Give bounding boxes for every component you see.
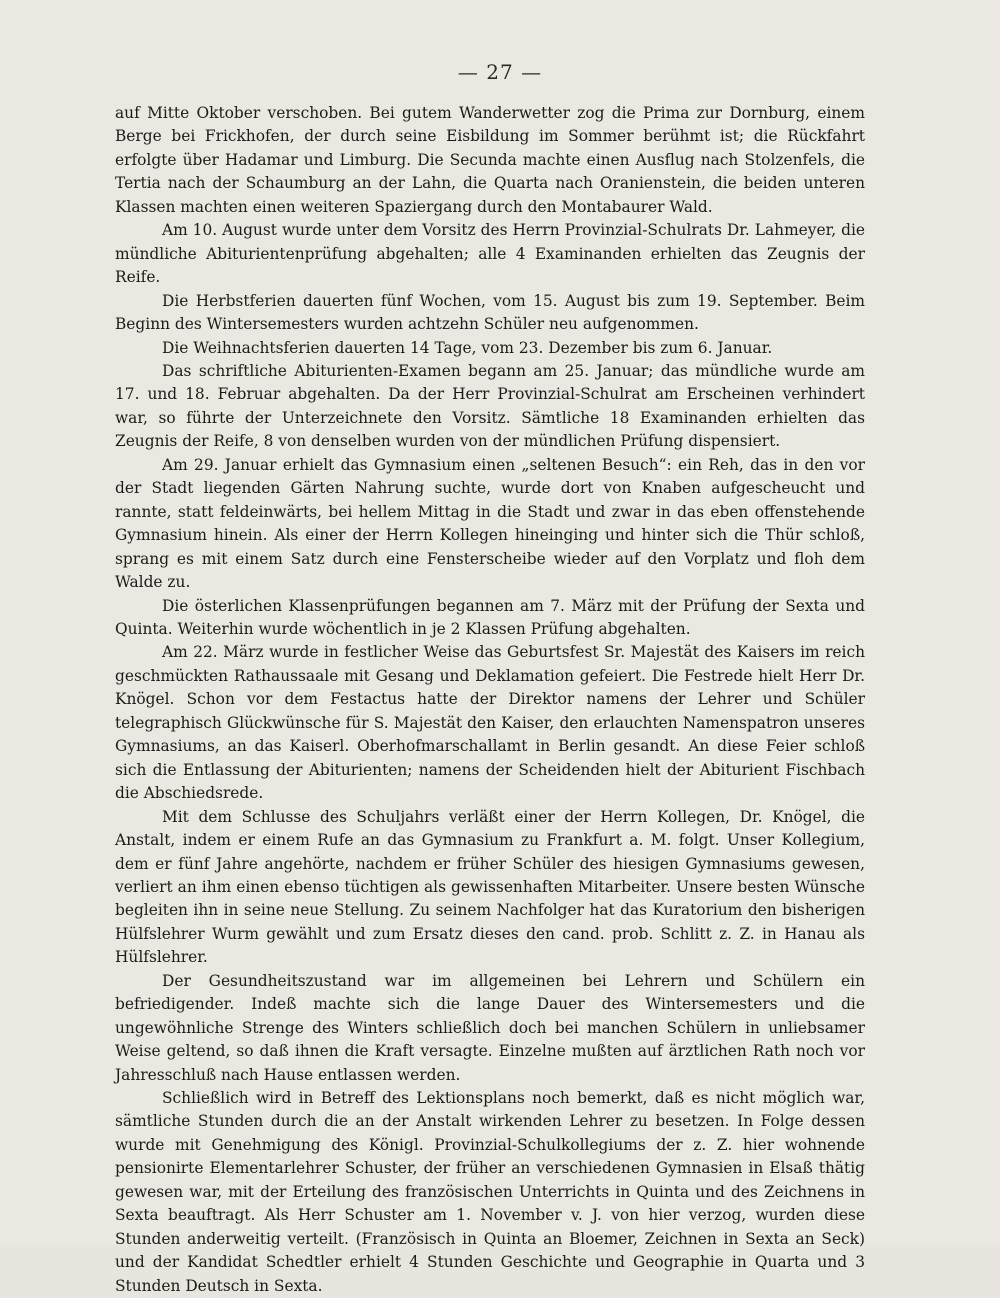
- page-number: — 27 —: [457, 60, 543, 84]
- body-text: [115, 102, 865, 1298]
- paragraph: Schließlich wird in Betreff des Lektionsplans noch bemerkt, daß es nicht möglich war, sämtliche Stunden durch die an der Anstalt wirkenden Lehrer zu besetzen. In Folge dessen wurde mit Genehmigung des Königl. Provinzial-Schulkollegiums der z. Z. hier wohnende pensionirte Elementarlehrer Schuster, der früher an verschiedenen Gymnasien in Elsaß thätig gewesen war, mit der Erteilung des französischen Unterrichts in Quinta und des Zeichnens in Sexta beauftragt. Als Herr Schuster am 1. November v. J. von hier verzog, wurden diese Stunden anderweitig verteilt. (Französisch in Quinta an Bloemer, Zeichnen in Sexta an Seck) und der Kandidat Schedtler erhielt 4 Stunden Geschichte und Geographie in Quarta und 3 Stunden Deutsch in Sexta.: [115, 1089, 865, 1295]
- paragraph: auf Mitte Oktober verschoben. Bei gutem Wanderwetter zog die Prima zur Dornburg, einem Berge bei Frickhofen, der durch seine Eisbildung im Sommer berühmt ist; die Rückfahrt erfolgte über Hadamar und Limburg. Die Secunda machte einen Ausflug nach Stolzenfels, die Tertia nach der Schaumburg an der Lahn, die Quarta nach Oranienstein, die beiden unteren Klassen machten einen weiteren Spaziergang durch den Montabaurer Wald.: [115, 104, 865, 216]
- paragraph: Am 22. März wurde in festlicher Weise das Geburtsfest Sr. Majestät des Kaisers im reich geschmückten Rathaussaale mit Gesang und Deklamation gefeiert. Die Festrede hielt Herr Dr. Knögel. Schon vor dem Festactus hatte der Direktor namens der Lehrer und Schüler telegraphisch Glückwünsche für S. Majestät den Kaiser, den erlauchten Namenspatron unseres Gymnasiums, an das Kaiserl. Oberhofmarschallamt in Berlin gesandt. An diese Feier schloß sich die Entlassung der Abiturienten; namens der Scheidenden hielt der Abiturient Fischbach die Abschiedsrede.: [115, 643, 865, 803]
- paragraph: Das schriftliche Abiturienten-Examen begann am 25. Januar; das mündliche wurde am 17. und 18. Februar abgehalten. Da der Herr Provinzial-Schulrat am Erscheinen verhindert war, so führte der Unterzeichnete den Vorsitz. Sämtliche 18 Examinanden erhielten das Zeugnis der Reife, 8 von denselben wurden von der mündlichen Prüfung dispensiert.: [115, 361, 865, 451]
- paragraph: Der Gesundheitszustand war im allgemeinen bei Lehrern und Schülern ein befriedigender. Indeß machte sich die lange Dauer des Wintersemesters und die ungewöhnliche Strenge des Winters schließlich doch bei manchen Schülern in unliebsamer Weise geltend, so daß ihnen die Kraft versagte. Einzelne mußten auf ärztlichen Rath noch vor Jahresschluß nach Hause entlassen werden.: [115, 971, 865, 1084]
- paragraph: Mit dem Schlusse des Schuljahrs verläßt einer der Herrn Kollegen, Dr. Knögel, die Anstalt, indem er einem Rufe an das Gymnasium zu Frankfurt a. M. folgt. Unser Kollegium, dem er fünf Jahre angehörte, nachdem er früher Schüler des hiesigen Gymnasiums gewesen, verliert an ihm einen ebenso tüchtigen als gewissenhaften Mitarbeiter. Unsere besten Wünsche begleiten ihn in seine neue Stellung. Zu seinem Nachfolger hat das Kuratorium den bisherigen Hülfslehrer Wurm gewählt und zum Ersatz dieses den cand. prob. Schlitt z. Z. in Hanau als Hülfslehrer.: [115, 807, 865, 967]
- paragraph: Die österlichen Klassenprüfungen begannen am 7. März mit der Prüfung der Sexta und Quinta. Weiterhin wurde wöchentlich in je 2 Klassen Prüfung abgehalten.: [115, 596, 865, 638]
- paragraph: Am 10. August wurde unter dem Vorsitz des Herrn Provinzial-Schulrats Dr. Lahmeyer, die mündliche Abiturientenprüfung abgehalten; alle 4 Examinanden erhielten das Zeugnis der Reife.: [115, 221, 865, 287]
- paragraph: Die Weihnachtsferien dauerten 14 Tage, vom 23. Dezember bis zum 6. Januar.: [162, 338, 773, 357]
- paragraph: Die Herbstferien dauerten fünf Wochen, vom 15. August bis zum 19. September. Beim Beginn des Wintersemesters wurden achtzehn Schüler neu aufgenommen.: [115, 291, 865, 334]
- paragraph: Am 29. Januar erhielt das Gymnasium einen „seltenen Besuch“: ein Reh, das in den vor der Stadt liegenden Gärten Nahrung suchte, wurde dort von Knaben aufgescheucht und rannte, statt feldeinwärts, bei hellem Mittag in die Stadt und zwar in das eben offenstehende Gymnasium hinein. Als einer der Herrn Kollegen hineinging und hinter sich die Thür schloß, sprang es mit einem Satz durch eine Fensterscheibe wieder auf den Vorplatz und floh dem Walde zu.: [115, 455, 865, 592]
